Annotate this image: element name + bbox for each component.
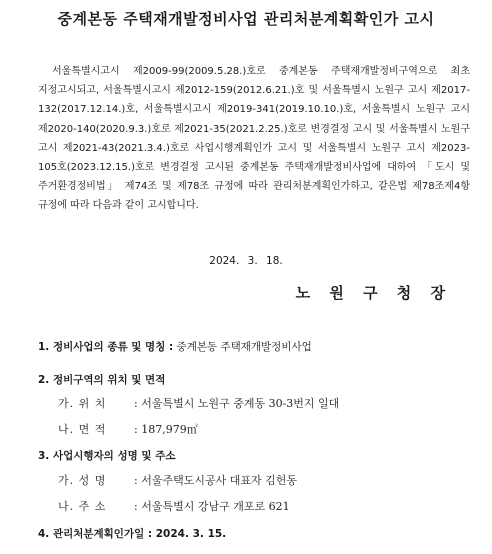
section-3-label: 3. 사업시행자의 성명 및 주소: [38, 450, 176, 462]
item-value: : 187,979㎡: [134, 423, 198, 436]
item-key: 나. 면 적: [58, 423, 107, 436]
section-4-label: 4. 관리처분계획인가일 : 2024. 3. 15.: [38, 528, 227, 540]
issuer-name: 노 원 구 청 장: [295, 284, 452, 302]
section-1-label: 1. 정비사업의 종류 및 명칭 :: [38, 341, 174, 353]
notice-body: 서울특별시고시 제2009-99(2009.5.28.)호로 중계본동 주택재개발정비구역으로 최초 지정고시되고, 서울특별시고시 제2012-159(2012.6.21.)호 및 서울특별시 노원구 고시 제2017-132(2017.12.14.)호, 서울특별시고시 제2019-341(2019.10.10.)호, 서울특별시 노원구 고시 제2020-140(2020.9.3.)호로 제2021-35(2021.2.25.)호로 변경결정 고시 및 서울특별시 노원구 고시 제2021-43(2021.3.4.)호로 사업시행계획인가 고시 및 서울특별시 노원구 고시 제2023-105호(2023.12.15.)호로 변경결정 고시된 중계본동 주택재개발정비사업에 대하여 「도시 및 주거환경정비법」 제74조 및 제78조 규정에 따라 관리처분계획인가하고, 같은법 제78조제4항 규정에 따라 다음과 같이 고시합니다.: [38, 66, 470, 212]
section-1-value: 중계본동 주택재개발정비사업: [176, 341, 312, 353]
section-2-item-location: [58, 395, 339, 411]
item-key: 가. 성 명: [58, 474, 107, 487]
section-2-label: 2. 정비구역의 위치 및 면적: [38, 374, 166, 386]
item-value: : 서울주택도시공사 대표자 김헌동: [134, 474, 297, 487]
section-2: [38, 372, 165, 387]
section-2-item-area: [58, 421, 198, 437]
item-key: 나. 주 소: [58, 500, 107, 513]
section-3-item-address: [58, 498, 290, 514]
item-key: 가. 위 치: [58, 397, 107, 410]
section-3-item-name: [58, 472, 297, 488]
notice-title: 중계본동 주택재개발정비사업 관리처분계획확인가 고시: [57, 10, 435, 28]
item-value: : 서울특별시 강남구 개포로 621: [134, 500, 290, 513]
section-3: [38, 448, 176, 463]
item-value: : 서울특별시 노원구 중계동 30-3번지 일대: [134, 397, 340, 410]
notice-date: 2024. 3. 18.: [209, 255, 283, 267]
section-1: [38, 339, 312, 354]
section-4: [38, 526, 226, 541]
